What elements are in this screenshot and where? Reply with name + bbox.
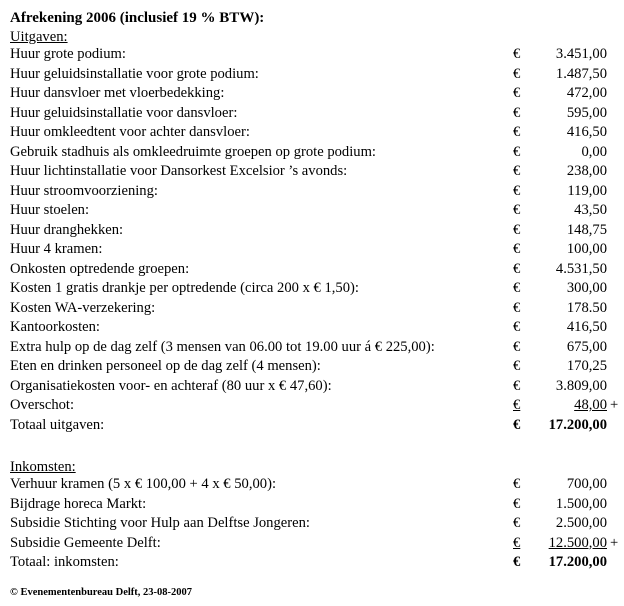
expense-row — [10, 279, 624, 299]
currency-symbol: € — [513, 221, 521, 238]
income-row — [10, 514, 624, 534]
expense-total-row — [10, 416, 624, 436]
income-label: Subsidie Stichting voor Hulp aan Delftse Jongeren: — [10, 515, 310, 531]
expense-label: Huur geluidsinstallatie voor grote podium: — [10, 65, 259, 82]
copyright-footer: © Evenementenbureau Delft, 23-08-2007 — [10, 587, 193, 598]
currency-symbol: € — [513, 260, 521, 277]
expense-label: Huur 4 kramen: — [10, 241, 103, 257]
income-label: Bijdrage horeca Markt: — [10, 495, 147, 512]
document-title: Afrekening 2006 (inclusief 19 % BTW): — [10, 10, 265, 26]
income-amount: 2.500,00 — [555, 515, 607, 531]
currency-symbol: € — [513, 124, 521, 140]
expense-amount: 3.451,00 — [555, 46, 607, 62]
currency-symbol: € — [513, 85, 521, 101]
expense-row — [10, 45, 624, 65]
currency-symbol: € — [513, 143, 521, 160]
expense-amount: 3.809,00 — [555, 377, 607, 394]
currency-symbol: € — [513, 104, 521, 121]
expense-row — [10, 318, 624, 338]
expense-amount: 43,50 — [574, 202, 607, 218]
currency-symbol: € — [513, 202, 521, 218]
expense-amount: 48,00 — [574, 397, 607, 413]
expense-amount: 170,25 — [566, 358, 607, 374]
currency-symbol: € — [513, 495, 521, 512]
expense-label: Onkosten optredende groepen: — [10, 260, 190, 277]
currency-symbol: € — [513, 554, 521, 570]
income-amount: 700,00 — [566, 476, 607, 492]
currency-symbol: € — [513, 515, 521, 531]
income-amount: 1.500,00 — [555, 495, 607, 512]
currency-symbol: € — [513, 534, 521, 551]
currency-symbol: € — [513, 476, 521, 492]
expense-amount: 100,00 — [566, 241, 607, 257]
income-total-row — [10, 553, 624, 573]
inkomsten-heading: Inkomsten: — [10, 459, 76, 475]
total-label: Totaal uitgaven: — [10, 416, 105, 433]
expense-label: Organisatiekosten voor- en achteraf (80 uur x € 47,60): — [10, 377, 332, 394]
currency-symbol: € — [513, 319, 521, 335]
expense-amount: 416,50 — [566, 319, 607, 335]
uitgaven-heading: Uitgaven: — [10, 29, 68, 45]
currency-symbol: € — [513, 65, 521, 82]
expense-row — [10, 182, 624, 202]
income-row — [10, 495, 624, 515]
expense-row — [10, 299, 624, 319]
income-amount: 12.500,00 — [548, 534, 607, 551]
total-label: Totaal: inkomsten: — [10, 554, 119, 570]
expense-amount: 675,00 — [566, 338, 607, 355]
expense-label: Overschot: — [10, 397, 75, 413]
currency-symbol: € — [513, 280, 521, 296]
expense-row — [10, 84, 624, 104]
income-row — [10, 534, 624, 554]
currency-symbol: € — [513, 182, 521, 199]
expense-label: Huur stroomvoorziening: — [10, 182, 158, 199]
expense-amount: 4.531,50 — [555, 260, 607, 277]
expense-label: Gebruik stadhuis als omkleedruimte groepen op grote podium: — [10, 143, 376, 160]
expense-row — [10, 338, 624, 358]
currency-symbol: € — [513, 416, 521, 433]
plus-sign: + — [610, 534, 619, 551]
expense-row — [10, 162, 624, 182]
currency-symbol: € — [513, 397, 521, 413]
expense-label: Kantoorkosten: — [10, 319, 100, 335]
expense-label: Huur dansvloer met vloerbedekking: — [10, 85, 225, 101]
expense-row — [10, 65, 624, 85]
expense-label: Eten en drinken personeel op de dag zelf (4 mensen): — [10, 358, 321, 374]
currency-symbol: € — [513, 241, 521, 257]
expense-label: Extra hulp op de dag zelf (3 mensen van 06.00 tot 19.00 uur á € 225,00): — [10, 338, 435, 355]
income-label: Subsidie Gemeente Delft: — [10, 534, 161, 551]
currency-symbol: € — [513, 338, 521, 355]
expense-row — [10, 123, 624, 143]
expense-label: Kosten 1 gratis drankje per optredende (circa 200 x € 1,50): — [10, 280, 359, 296]
expense-label: Huur geluidsinstallatie voor dansvloer: — [10, 104, 238, 121]
currency-symbol: € — [513, 358, 521, 374]
expense-amount: 148,75 — [566, 221, 607, 238]
currency-symbol: € — [513, 377, 521, 394]
expense-label: Huur stoelen: — [10, 202, 90, 218]
expense-label: Huur dranghekken: — [10, 221, 124, 238]
expense-label: Huur lichtinstallatie voor Dansorkest Excelsior ’s avonds: — [10, 163, 348, 179]
expense-row — [10, 357, 624, 377]
expense-amount: 1.487,50 — [555, 65, 607, 82]
expense-label: Huur grote podium: — [10, 46, 126, 62]
expense-amount: 0,00 — [581, 143, 607, 160]
income-label: Verhuur kramen (5 x € 100,00 + 4 x € 50,00): — [10, 476, 277, 492]
expense-row — [10, 143, 624, 163]
expense-label: Huur omkleedtent voor achter dansvloer: — [10, 124, 250, 140]
total-amount: 17.200,00 — [548, 554, 607, 570]
expense-row — [10, 201, 624, 221]
expense-row — [10, 221, 624, 241]
expense-row — [10, 240, 624, 260]
expense-amount: 238,00 — [566, 163, 607, 179]
expense-row — [10, 377, 624, 397]
expense-amount: 472,00 — [566, 85, 607, 101]
currency-symbol: € — [513, 46, 521, 62]
expense-amount: 300,00 — [566, 280, 607, 296]
total-amount: 17.200,00 — [548, 416, 607, 433]
expense-amount: 119,00 — [567, 182, 607, 199]
expense-amount: 416,50 — [566, 124, 607, 140]
expense-label: Kosten WA-verzekering: — [10, 299, 156, 316]
currency-symbol: € — [513, 299, 521, 316]
expense-row-surplus — [10, 396, 624, 416]
expense-row — [10, 104, 624, 124]
expense-amount: 595,00 — [566, 104, 607, 121]
plus-sign: + — [610, 397, 619, 413]
expense-amount: 178.50 — [566, 299, 607, 316]
income-row — [10, 475, 624, 495]
currency-symbol: € — [513, 163, 521, 179]
expense-row — [10, 260, 624, 280]
